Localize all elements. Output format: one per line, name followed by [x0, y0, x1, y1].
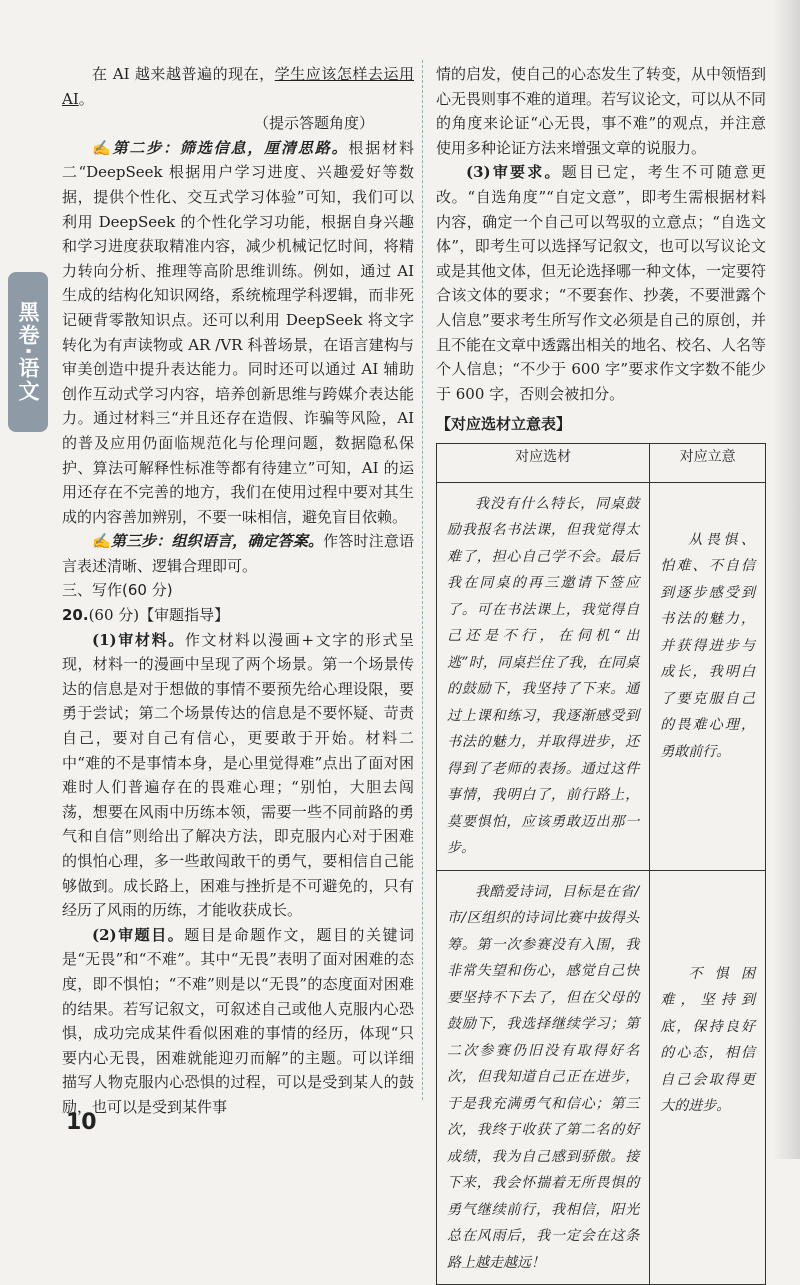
table-row	[437, 870, 766, 1285]
material-cell: 我没有什么特长，同桌鼓励我报名书法课，但我觉得太难了，担心自己学不会。最后我在同桌的再三邀请下签应了。可在书法课上，我觉得自己还是不行，在伺机“出逃”时，同桌拦住了我，在同桌的鼓励下，我坚持了下来。通过上课和练习，我逐渐感受到书法的魅力，并取得进步，还得到了老师的表扬。通过这件事情，我明白了，前行路上，莫要惧怕，应该勇敢迈出那一步。	[437, 482, 650, 870]
review-material-text: 作文材料以漫画+文字的形式呈现，材料一的漫画中呈现了两个场景。第一个场景传达的信息是对于想做的事情不要预先给心理设限，要勇于尝试；第二个场景传达的信息是不要怀疑、苛责自己，要对自己有信心，更要敢于开始。材料二中“难的不是事情本身，是心里觉得难”点出了面对困难时人们普遍存在的畏难心理；“别怕，大胆去闯荡，想要在风雨中历练本领，需要一些不同前路的勇气和自信”则给出了解决方法，即克服内心对于困难的惧怕心理，多一些敢闯敢干的勇气，要相信自己能够做到。成长路上，困难与挫折是不可避免的，只有经历了风雨的历练，才能收获成长。	[62, 630, 414, 920]
intro-text: 在 AI 越来越普遍的现在，	[92, 65, 275, 83]
review-requirements-label: (3)审要求。	[466, 163, 562, 182]
header-idea: 对应立意	[650, 443, 766, 482]
review-title-text: 题目是命题作文，题目的关键词是“无畏”和“不难”。其中“无畏”表明了面对困难的态度，即不惧怕；“不难”则是以“无畏”的态度面对困难的结果。若写记叙文，可叙述自己或他人克服内心恐惧，成功完成某件看似困难的事情的经历，体现“只要内心无畏，困难就能迎刃而解”的主题。可以详细描写人物克服内心恐惧的过程，可以是受到某人的鼓励，也可以是受到某件事	[62, 925, 414, 1116]
left-column	[62, 62, 414, 1120]
material-cell: 我酷爱诗词，目标是在省/市/区组织的诗词比赛中拔得头筹。第一次参赛没有入围，我非常失望和伤心，感觉自己快要坚持不下去了，但在父母的鼓励下，我选择继续学习；第二次参赛仍旧没有取得好名次，但我知道自己正在进步，于是我充满勇气和信心；第三次，我终于收获了第二名的好成绩，我为自己感到骄傲。接下来，我会怀揣着无所畏惧的勇气继续前行，我相信，阳光总在风雨后，我一定会在这条路上越走越远！	[437, 870, 650, 1285]
review-title-label: (2)审题目。	[92, 925, 185, 944]
section-writing: 三、写作(60 分)	[62, 581, 173, 600]
q20-heading-text: (60 分)【审题指导】	[88, 606, 230, 625]
q20-number: 20.	[62, 606, 89, 625]
continued-paragraph: 情的启发，使自己的心态发生了转变，从中领悟到心无畏则事不难的道理。若写议论文，可以从不同的角度来论证“心无畏，事不难”的观点，并注意使用多种论证方法来增强文章的说服力。	[436, 65, 767, 157]
intro-period: 。	[78, 89, 94, 108]
intro-underlined: 学生应该怎样去运用 AI	[62, 65, 414, 108]
pencil-hand-icon: ✍	[92, 532, 111, 551]
step3-paragraph	[62, 529, 414, 578]
pencil-hand-icon: ✍	[92, 138, 113, 157]
review-title-paragraph	[62, 923, 414, 1120]
intro-line	[62, 62, 414, 111]
hint-note: （提示答题角度）	[253, 114, 374, 133]
side-tab: 黑卷·语文	[8, 272, 48, 432]
idea-cell: 不惧困难，坚持到底，保持良好的心态，相信自己会取得更大的进步。	[650, 870, 766, 1285]
review-material-label: (1)审材料。	[92, 630, 185, 649]
step3-label: 第三步：组织语言，确定答案。	[110, 532, 324, 551]
table-title: 【对应选材立意表】	[436, 415, 572, 434]
step2-label: 第二步：筛选信息，厘清思路。	[112, 138, 349, 157]
review-material-paragraph	[62, 628, 414, 923]
right-column	[436, 62, 766, 1285]
page-edge-shadow	[772, 0, 800, 1159]
review-requirements-text: 题目已定，考生不可随意更改。“自选角度”“自定文意”，即考生需根据材料内容，确定一个自己可以驾驭的立意点；“自选文体”，即考生可以选择写记叙文，也可以写议论文或是其他文体，但无论选择哪一种文体，一定要符合该文体的要求；“不要套作、抄袭，不要泄露个人信息”要求考生所写作文必须是自己的原创，并且不能在文章中透露出相关的地名、校名、人名等个人信息；“不少于 600 字”要求作文字数不能少于 600 字，否则会被扣分。	[436, 163, 767, 403]
step2-text: 根据材料二“DeepSeek 根据用户学习进度、兴趣爱好等数据，提供个性化、交互式学习体验”可知，我们可以利用 DeepSeek 的个性化学习功能，根据自身兴趣和学习进度获取精准内容，减少机械记忆时间，将精力转向分析、推理等高阶思维训练。例如，通过 AI 生成的结构化知识网络，系统梳理学科逻辑，而非死记硬背零散知识点。还可以利用 DeepSeek 将文字转化为有声读物或 AR /VR 科普场景，在语言建构与审美创造中提升表达能力。同时还可以通过 AI 辅助创作互动式学习内容，培养创新思维与跨媒介表达能力。通过材料三“并且还存在造假、诈骗等风险，AI 的普及应用仍面临规范化与伦理问题，数据隐私保护、算法可解释性标准等都有待建立”可知，AI 的运用还存在不完善的地方，我们在使用过程中要对其生成的内容善加辨别，不要一味相信，避免盲目依赖。	[62, 138, 414, 526]
step3-text: 作答时注意语言表述清晰、逻辑合理即可。	[62, 532, 414, 575]
header-material: 对应选材	[437, 443, 650, 482]
q20-heading	[62, 603, 414, 628]
table-row	[437, 482, 766, 870]
page-number: 10	[66, 1110, 97, 1135]
step2-paragraph	[62, 136, 414, 530]
column-divider	[422, 60, 423, 1100]
idea-cell: 从畏惧、怕难、不自信到逐步感受到书法的魅力，并获得进步与成长，我明白了要克服自己的畏难心理，勇敢前行。	[650, 482, 766, 870]
review-requirements-paragraph	[436, 160, 766, 406]
table-header-row	[437, 443, 766, 482]
